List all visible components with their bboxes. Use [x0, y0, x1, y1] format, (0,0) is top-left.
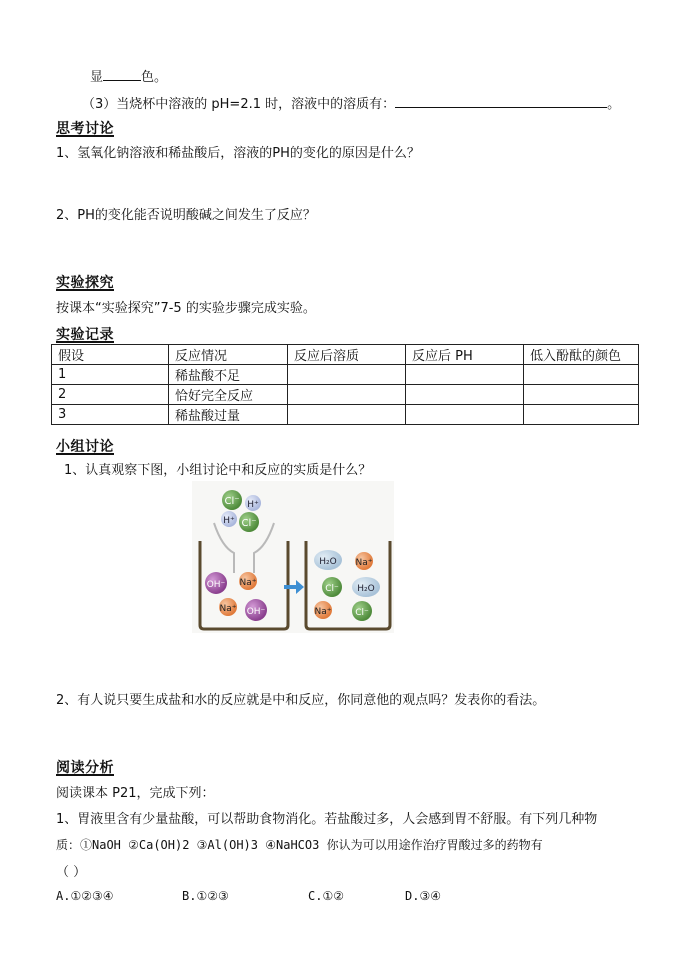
table-header-cell: 反应情况 — [169, 345, 288, 365]
heading-explore: 实验探究 — [56, 275, 114, 291]
ion-label: H⁺ — [247, 500, 259, 510]
table-cell — [288, 385, 406, 405]
ion-label: Cl⁻ — [325, 584, 339, 594]
table-cell — [288, 365, 406, 385]
top-line-1-suffix: 色。 — [141, 70, 168, 85]
table-cell — [288, 405, 406, 425]
top-line-1-prefix: 显 — [90, 70, 104, 85]
table-cell — [524, 405, 639, 425]
think-question-1: 1、氢氧化钠溶液和稀盐酸后，溶液的PH的变化的原因是什么？ — [56, 146, 420, 161]
table-cell: 稀盐酸过量 — [169, 405, 288, 425]
top-line-1 — [90, 66, 167, 85]
ion-h — [221, 511, 237, 527]
ion-na — [219, 598, 237, 616]
molecule-h2o — [352, 577, 380, 597]
reading-intro: 阅读课本 P21，完成下列： — [56, 786, 215, 801]
ion-label: Na⁺ — [355, 558, 373, 568]
ion-label: Cl⁻ — [241, 518, 257, 529]
ion-cl — [322, 577, 342, 597]
ion-label: OH⁻ — [206, 580, 226, 590]
neutralization-figure — [192, 481, 394, 633]
table-cell: 3 — [52, 405, 169, 425]
ion-label: H₂O — [357, 584, 375, 594]
option-b: B.①②③ — [182, 889, 229, 903]
table-cell — [524, 385, 639, 405]
group-question-2: 2、有人说只要生成盐和水的反应就是中和反应，你同意他的观点吗？发表你的看法。 — [56, 693, 546, 708]
ion-oh — [205, 572, 227, 594]
reading-question-line-1: 1、胃液里含有少量盐酸，可以帮助食物消化。若盐酸过多，人会感到胃不舒服。有下列几种物 — [56, 812, 598, 827]
ion-na — [239, 572, 257, 590]
heading-record: 实验记录 — [56, 327, 114, 343]
ion-label: H⁺ — [223, 516, 235, 526]
table-cell — [406, 385, 524, 405]
think-question-2: 2、PH的变化能否说明酸碱之间发生了反应？ — [56, 208, 316, 223]
molecule-h2o — [314, 550, 342, 570]
top-line-2 — [82, 93, 620, 112]
heading-group: 小组讨论 — [56, 439, 114, 455]
ion-label: Na⁺ — [314, 607, 332, 617]
table-cell — [406, 405, 524, 425]
ion-cl — [352, 601, 372, 621]
answer-blank-color — [103, 80, 141, 81]
table-cell: 稀盐酸不足 — [169, 365, 288, 385]
table-header-cell: 反应后溶质 — [288, 345, 406, 365]
heading-reading: 阅读分析 — [56, 760, 114, 776]
table-header-row — [52, 345, 639, 365]
ion-cl — [239, 512, 259, 532]
ion-label: Na⁺ — [239, 578, 257, 588]
answer-blank-solute — [395, 107, 607, 108]
record-table — [51, 344, 639, 425]
ion-na — [314, 601, 332, 619]
reading-question-line-2: 质：①NaOH ②Ca(OH)2 ③Al(OH)3 ④NaHCO3 你认为可以用途作治疗胃酸过多的药物有 — [56, 838, 543, 852]
table-cell: 恰好完全反应 — [169, 385, 288, 405]
ion-label: Cl⁻ — [224, 496, 240, 507]
ion-h — [245, 495, 261, 511]
table-cell — [524, 365, 639, 385]
explore-text: 按课本“实验探究”7-5 的实验步骤完成实验。 — [56, 301, 316, 316]
ion-cl — [222, 490, 242, 510]
option-c: C.①② — [308, 889, 344, 903]
table-cell — [406, 365, 524, 385]
ion-na — [355, 552, 373, 570]
table-cell: 2 — [52, 385, 169, 405]
table-row — [52, 385, 639, 405]
group-question-1: 1、认真观察下图，小组讨论中和反应的实质是什么？ — [64, 463, 372, 478]
top-line-2-end: 。 — [607, 97, 621, 112]
table-header-cell: 低入酚酞的颜色 — [524, 345, 639, 365]
option-d: D.③④ — [405, 889, 441, 903]
table-row — [52, 365, 639, 385]
top-line-2-text: （3）当烧杯中溶液的 pH=2.1 时，溶液中的溶质有： — [82, 97, 396, 112]
ion-label: Na⁺ — [219, 604, 237, 614]
answer-paren: （ ） — [56, 865, 87, 880]
table-header-cell: 反应后 PH — [406, 345, 524, 365]
table-row — [52, 405, 639, 425]
table-cell: 1 — [52, 365, 169, 385]
ion-oh — [245, 599, 267, 621]
table-header-cell: 假设 — [52, 345, 169, 365]
ion-label: H₂O — [319, 557, 337, 567]
option-a: A.①②③④ — [56, 889, 114, 903]
heading-think: 思考讨论 — [56, 121, 114, 137]
ion-label: Cl⁻ — [355, 608, 369, 618]
ion-label: OH⁻ — [246, 607, 266, 617]
